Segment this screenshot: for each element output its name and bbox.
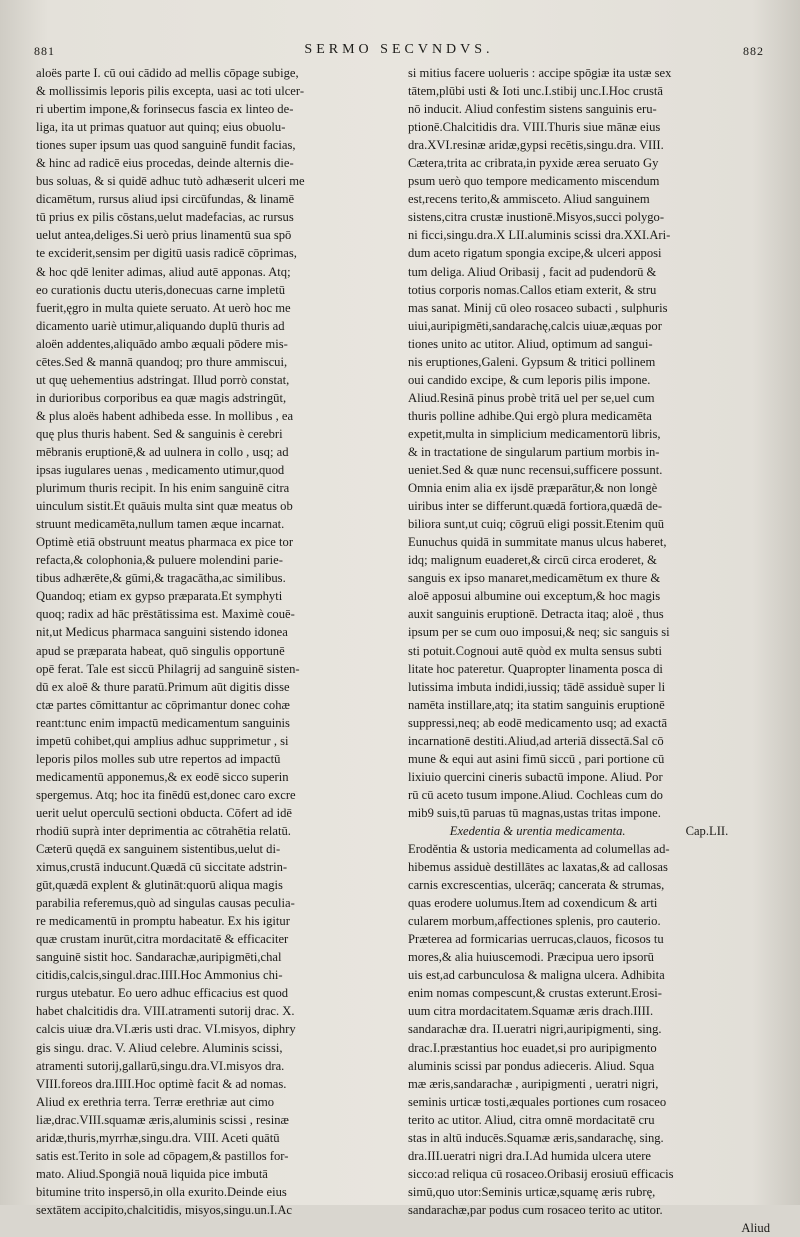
text-line: Optimè etiā obstruunt meatus pharmaca ex pice tor	[36, 535, 294, 550]
text-line: uinculum sistit.Et quāuis multa sint quæ meatus ob	[36, 499, 293, 514]
text-line: liæ,drac.VIII.squamæ æris,aluminis scissi , resinæ	[36, 1112, 289, 1127]
text-line: oui candido excipe, & cum leporis pilis impone.	[408, 372, 651, 387]
text-line: aloës parte I. cū oui cādido ad mellis cōpage subige,	[36, 66, 299, 80]
catchword: Aliud	[741, 1221, 770, 1235]
text-line: struunt medicamēta,nullum tamen æque incarnat.	[36, 517, 285, 532]
text-line: tiones super ipsum uas quod sanguinē fundit facias,	[36, 138, 296, 153]
text-line: Eroděntia & ustoria medicamenta ad columellas ad-	[408, 842, 670, 857]
text-line: rhodiū suprà inter deprimentia ac cōtrahētia relatū.	[36, 823, 291, 838]
text-line: te exciderit,sensim per digitū uasis radicē cōprimas,	[36, 246, 297, 261]
text-line: est,recens terito,& ammisceto. Aliud sanguinem	[408, 192, 650, 207]
text-line: sandarachæ dra. II.ueratri nigri,auripigmenti, sing.	[408, 1022, 662, 1037]
text-line: impetū cohibet,qui amplius adhuc supprimetur , si	[36, 733, 289, 748]
text-line: citidis,calcis,singul.drac.IIII.Hoc Ammonius chi-	[36, 968, 283, 983]
text-line: & plus aloës habent adhibeda esse. In mollibus , ea	[36, 408, 294, 423]
text-line: uerit uelut operculū sectioni obducta. Cōfert ad idē	[36, 805, 292, 820]
page-header	[34, 44, 764, 62]
text-line: sicco:ad reliqua cū rosaceo.Oribasij erosiuū efficacis	[408, 1166, 674, 1181]
text-line: reant:tunc enim impactū medicamentum sanguinis	[36, 715, 290, 730]
text-line: sextātem accipito,chalcitidis, misyos,singu.un.I.Ac	[36, 1202, 293, 1217]
text-line: nō inducit. Aliud confestim sistens sanguinis eru-	[408, 102, 657, 117]
folio-number-right: 882	[743, 44, 764, 58]
text-line: dra.XVI.resinæ aridæ,gypsi recētis,singu.dra. VIII.	[408, 138, 664, 153]
text-line: mato. Aliud.Spongiā nouā liquida pice imbutā	[36, 1166, 268, 1181]
text-line: cētes.Sed & mannā quandoq; pro thure ammiscui,	[36, 354, 288, 369]
text-line: nis eruptiones,Galeni. Gypsum & tritici pollinem	[408, 354, 656, 369]
text-line: dū ex aloē & thure paratū.Primum aūt digitis disse	[36, 679, 290, 694]
text-line: tibus adhærēte,& gūmi,& tragacātha,ac similibus.	[36, 571, 286, 586]
text-line: mib9 suis,tū paruas tū magnas,ustas tritas impone.	[408, 805, 661, 820]
text-line: suppressi,neq; ab eodē medicamento usq; ad exactā	[408, 715, 668, 730]
text-line: aloën addentes,aliquādo ambo æquali pōdere mis-	[36, 336, 288, 351]
text-line: uelut antea,deliges.Si uerò prius linamentū sua spō	[36, 228, 292, 243]
text-line: rurgus utebatur. Eo uero adhuc efficacius est quod	[36, 986, 289, 1001]
text-line: & mollissimis leporis pilis excepta, uasi ac toti ulcer-	[36, 84, 305, 99]
text-line: tātem,plūbi usti & Ioti unc.I.stibij unc.I.Hoc crustā	[408, 84, 663, 99]
text-line: & hoc qdē leniter adimas, aliud autē apponas. Atq;	[36, 264, 291, 279]
text-line: eo curationis ductu uteris,donecuas carne impletū	[36, 282, 285, 297]
text-line: gis singu. drac. V. Aliud celebre. Aluminis scissi,	[36, 1040, 283, 1055]
text-line: thuris polline adhibe.Qui ergò plura medicamēta	[408, 408, 652, 423]
text-line: mores,& alia huiuscemodi. Præcipua uero ipsorū	[408, 950, 654, 965]
text-line: re medicamentū in promptu habeatur. Ex his igitur	[36, 914, 290, 929]
text-line: liga, ita ut primas quatuor aut quinq; eius obuolu-	[36, 120, 286, 135]
text-line: ximus,crustā inducunt.Quædā cū siccitate adstrin-	[36, 860, 288, 875]
text-line: mune & equi aut asini fimū siccū , pari portione cū	[408, 751, 665, 766]
text-line: Cæterū quędā ex sanguinem sistentibus,uelut di-	[36, 842, 281, 857]
text-line: quæ crustam inurūt,citra mordacitatē & efficaciter	[36, 932, 289, 947]
text-line: nit,ut Medicus pharmaca sanguini sistendo idonea	[36, 625, 288, 640]
text-line: tum deliga. Aliud Oribasij , facit ad pudendorū &	[408, 264, 657, 279]
text-line: ipsum per se cum ouo imposui,& neq; sic sanguis si	[408, 625, 670, 640]
text-line: psum uerò quo tempore medicamento miscendum	[408, 174, 660, 189]
text-line: Eunuchus quidā in summitate manus ulcus haberet,	[408, 535, 667, 550]
text-line: biliora sunt,ut cuiq; cōgruū eligi possit.Etenim quū	[408, 517, 665, 532]
text-line: hibemus assiduè destillātes ac laxatas,& ad callosas	[408, 860, 668, 875]
text-line: cularem morbum,affectiones splenis, pro cauterio.	[408, 914, 661, 929]
text-line: ipsas iugulares uenas , medicamento utimur,quod	[36, 463, 285, 478]
text-line: sanguinē sistit hoc. Sandarachæ,auripigmēti,chal	[36, 950, 282, 965]
text-line: auxit sanguinis eruptionē. Detracta itaq; aloë , thus	[408, 607, 664, 622]
text-line: ri ubertim impone,& forinsecus fascia ex linteo de-	[36, 102, 294, 117]
text-line: lutissima imbuta indidi,iussiq; tādē assiduè super li	[408, 679, 666, 694]
text-line: tū prius ex pilis cōstans,uelut madefacias, ac rursus	[36, 210, 294, 225]
text-line: uiribus inter se differunt.quædā fortiora,quædā de-	[408, 499, 663, 514]
text-line: aluminis scissi par pondus adieceris. Aliud. Squa	[408, 1058, 655, 1073]
text-line: quas erodere uolumus.Item ad coxendicum & arti	[408, 896, 658, 911]
text-line: mas sanat. Minij cū oleo rosaceo subacti , sulphuris	[408, 300, 668, 315]
text-line: idq; malignum euaderet,& circū circa eroderet, &	[408, 553, 657, 568]
text-line: uiui,auripigmēti,sandarachę,calcis uiuæ,æquas por	[408, 318, 662, 333]
text-line: fuerit,ęgro in multa quiete seruato. At uerò hoc me	[36, 300, 291, 315]
text-line: lixiuio quercini cineris subactū impone. Aliud. Por	[408, 769, 663, 784]
text-line: plurimum thuris recipit. In his enim sanguinē citra	[36, 481, 290, 496]
text-line: bus soluas, & si quidē adhuc tutò adhæserit ulceri me	[36, 174, 305, 189]
text-line: calcis uiuæ dra.VI.æris usti drac. VI.misyos, diphry	[36, 1022, 296, 1037]
text-line: quoq; radix ad hāc prēstātissima est. Maximè couē-	[36, 607, 295, 622]
text-line: spergemus. Atq; hoc ita finēdū est,donec caro excre	[36, 787, 296, 802]
text-line: totius corporis nomas.Callos etiam exterit, & stru	[408, 282, 657, 297]
text-line: atramenti sutorij,gallarū,singu.dra.VI.misyos dra.	[36, 1058, 285, 1073]
text-line: in durioribus corporibus ea quæ magis adstringūt,	[36, 390, 287, 405]
text-line: uum citra mordacitatem.Squamæ æris drach.IIII.	[408, 1004, 654, 1019]
text-line: aridæ,thuris,myrrhæ,singu.dra. VIII. Aceti quātū	[36, 1130, 280, 1145]
chapter-number: Cap.LII.	[685, 823, 729, 838]
text-line: dicamētum, rursus aliud ipsi circūfundas, & linamē	[36, 192, 295, 207]
text-line: medicamentū apponemus,& ex eodē sicco superin	[36, 769, 289, 784]
text-line: ueniet.Sed & quæ nunc recensui,sufficere possunt.	[408, 463, 663, 478]
text-line: Quandoq; etiam ex gypso præparata.Et symphyti	[36, 589, 283, 604]
text-line: ut quę uehementius adstringat. Illud porrò constat,	[36, 372, 290, 387]
text-line: & hinc ad radicē eius procedas, deinde alternis die-	[36, 156, 294, 171]
text-line: sistens,citra crustæ inustionē.Misyos,succi polygo-	[408, 210, 665, 225]
text-line: stas in altū inducēs.Squamæ æris,sandarachę, sing.	[408, 1130, 664, 1145]
text-line: simū,quo utor:Seminis urticæ,squamę æris rubrę,	[408, 1184, 656, 1199]
left-text-column	[36, 64, 396, 1217]
text-line: Cætera,trita ac cribrata,in pyxide ærea seruato Gy	[408, 156, 659, 171]
text-line: ptionē.Chalcitidis dra. VIII.Thuris siue mānæ eius	[408, 120, 661, 135]
text-line: opē ferat. Tale est siccū Philagrij ad sanguinē sisten-	[36, 661, 300, 676]
folio-number-left: 881	[34, 44, 55, 58]
text-line: dra.III.ueratri nigri dra.I.Ad humida ulcera utere	[408, 1148, 652, 1163]
text-line: enim nomas compescunt,& crustas exterunt.Erosi-	[408, 986, 662, 1001]
text-line: carnis excrescentias, ulcerāq; cancerata & strumas,	[408, 878, 665, 893]
text-line: Omnia enim alia ex ijsdē præparātur,& non longè	[408, 481, 658, 496]
text-line: quę plus thuris habent. Sed & sanguinis è cerebri	[36, 426, 283, 441]
text-line: tiones unito ac utitor. Aliud, optimum ad sangui-	[408, 336, 653, 351]
text-line: si mitius facere uolueris : accipe spōgiæ ita ustæ sex	[408, 66, 672, 80]
text-line: bitumine trito inspersō,in olla exurito.Deinde eius	[36, 1184, 287, 1199]
text-line: & in tractatione de singularum partium morbis in-	[408, 444, 660, 459]
text-line: VIII.foreos dra.IIII.Hoc optimè facit & ad nomas.	[36, 1076, 287, 1091]
text-line: refacta,& colophonia,& puluere molendini parie-	[36, 553, 283, 568]
text-line: Aliud.Resinā pinus probè tritā uel per se,uel cum	[408, 390, 655, 405]
text-line: Aliud ex erethria terra. Terræ erethriæ aut cimo	[36, 1094, 275, 1109]
text-line: habet chalcitidis dra. VIII.atramenti sutorij drac. X.	[36, 1004, 295, 1019]
text-line: terito ac utitor. Aliud, citra omnē mordacitatē cru	[408, 1112, 655, 1127]
text-line: Præterea ad formicarias uerrucas,clauos, ficosos tu	[408, 932, 664, 947]
text-line: seminis urticæ tosti,æquales portiones cum rosaceo	[408, 1094, 667, 1109]
chapter-heading	[408, 822, 770, 840]
text-line: leporis pilos molles sub utre repertos ad impactū	[36, 751, 281, 766]
text-line: sti potuit.Cognoui autē quòd ex multa sensus subti	[408, 643, 662, 658]
text-line: litate hoc pateretur. Quapropter linamenta posca di	[408, 661, 663, 676]
text-line: drac.I.præstantius hoc euadet,si pro auripigmento	[408, 1040, 657, 1055]
text-line: dum aceto rigatum spongia excipe,& ulceri apposi	[408, 246, 662, 261]
text-line: mæ æris,sandarachæ , auripigmenti , ueratri nigri,	[408, 1076, 659, 1091]
text-line: parabilia referemus,quò ad singulas causas peculia-	[36, 896, 295, 911]
text-line: satis est.Terito in sole ad cōpagem,& pastillos for-	[36, 1148, 289, 1163]
text-line: incarnationē destiti.Aliud,ad arteriā dissectā.Sal cō	[408, 733, 664, 748]
text-line: ctæ partes cōmittantur ac cōprimantur donec cohæ	[36, 697, 290, 712]
text-line: aloē apposui albumine oui exceptum,& hoc magis	[408, 589, 661, 604]
text-line: uis est,ad carbunculosa & maligna ulcera. Adhibita	[408, 968, 665, 983]
running-title: SERMO SECVNDVS.	[304, 42, 494, 57]
text-line: expetit,multa in simplicium medicamentorū libris,	[408, 426, 661, 441]
text-line: mēbranis eruptionē,& ad uulnera in collo , usq; ad	[36, 444, 289, 459]
text-line: rū cū aceto tusum impone.Aliud. Cochleas cum do	[408, 787, 663, 802]
right-text-column	[408, 64, 770, 1235]
text-line: gūt,quædā explent & glutināt:quorū aliqua magis	[36, 878, 283, 893]
text-line: sandarachæ,par podus cum rosaceo terito ac utitor.	[408, 1202, 663, 1217]
text-line: ni ficci,singu.dra.X LII.aluminis scissi dra.XXI.Ari-	[408, 228, 671, 243]
text-line: namēta instillare,atq; ita statim sanguinis eruptionē	[408, 697, 665, 712]
chapter-title: Exedentia & urentia medicamenta.	[449, 823, 626, 838]
text-line: sanguis ex ipso manaret,medicamētum ex thure &	[408, 571, 661, 586]
text-line: dicamento uariè utimur,aliquando duplū thuris ad	[36, 318, 285, 333]
text-line: apud se præparata habeat, quō singulis opportunē	[36, 643, 285, 658]
